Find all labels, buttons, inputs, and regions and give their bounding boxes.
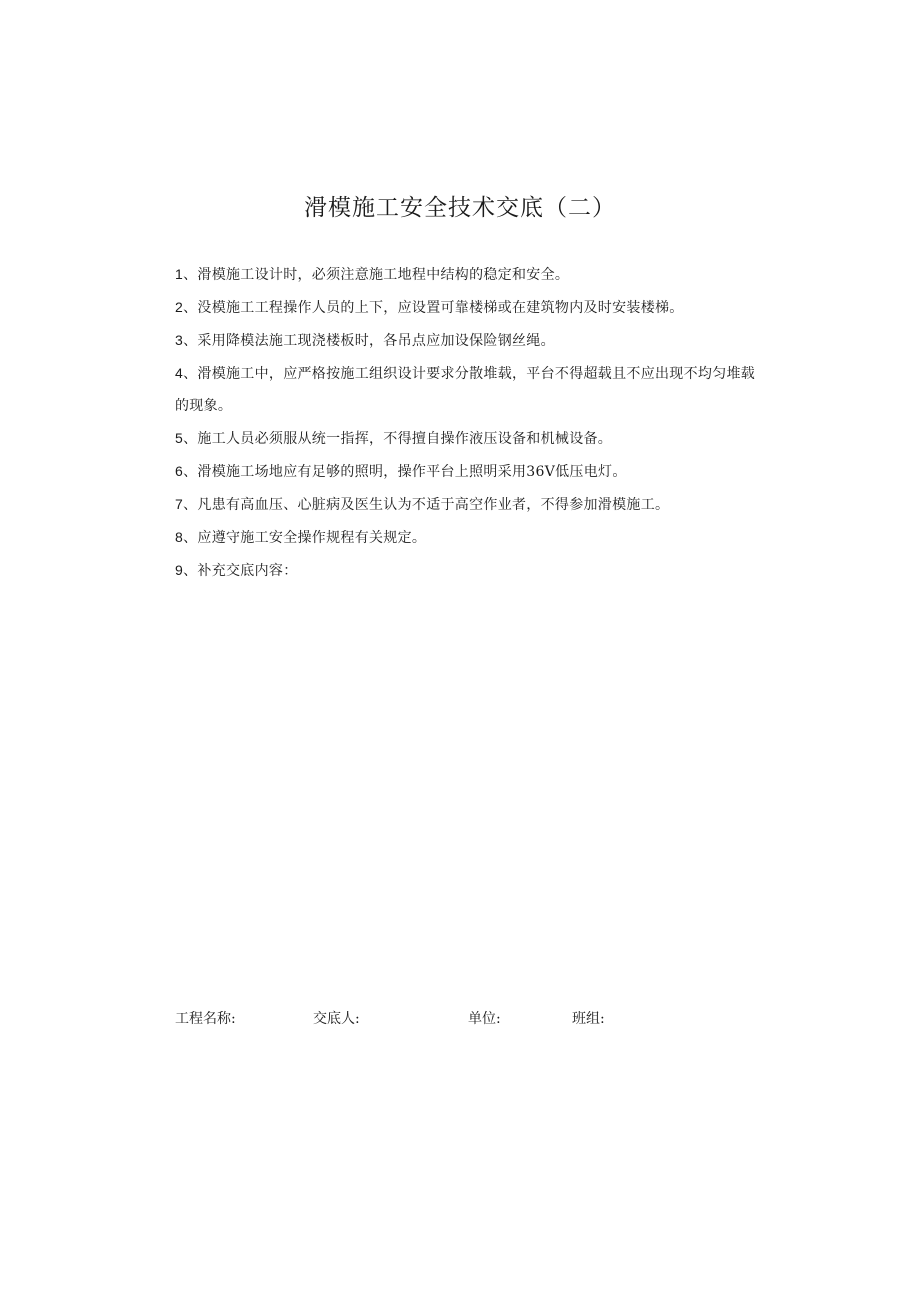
item-text: 、凡患有高血压、心脏病及医生认为不适于高空作业者，不得参加滑模施工。 — [183, 497, 670, 513]
list-item — [175, 488, 765, 521]
item-number: 7 — [175, 496, 184, 512]
list-item — [175, 455, 765, 488]
item-number: 8 — [175, 529, 184, 545]
item-text: 、滑模施工中，应严格按施工组织设计要求分散堆载，平台不得超载且不应出现不均匀堆载的现象。 — [175, 366, 756, 414]
presenter-label: 交底人: — [313, 1011, 360, 1027]
signature-footer — [175, 1008, 735, 1030]
item-number: 2 — [175, 299, 184, 315]
item-number: 1 — [175, 266, 184, 282]
list-item — [175, 324, 765, 357]
item-number: 5 — [175, 430, 184, 446]
item-text: 、补充交底内容： — [183, 563, 298, 579]
list-item — [175, 521, 765, 554]
item-text: 、滑模施工设计时，必须注意施工地程中结构的稳定和安全。 — [183, 267, 570, 283]
item-number: 3 — [175, 332, 184, 348]
item-text: 、滑模施工场地应有足够的照明，操作平台上照明采用36V低压电灯。 — [183, 464, 627, 480]
item-number: 6 — [175, 463, 184, 479]
item-number: 9 — [175, 562, 184, 578]
unit-label: 单位: — [468, 1011, 501, 1027]
item-text: 、没模施工工程操作人员的上下，应设置可靠楼梯或在建筑物内及时安装楼梯。 — [183, 300, 684, 316]
list-item — [175, 291, 765, 324]
list-item — [175, 554, 765, 587]
item-text: 、施工人员必须服从统一指挥，不得擅自操作液压设备和机械设备。 — [183, 431, 613, 447]
list-item — [175, 357, 765, 422]
item-list — [175, 258, 765, 587]
document-title: 滑模施工安全技术交底（二） — [304, 195, 616, 221]
list-item — [175, 258, 765, 291]
item-text: 、应遵守施工安全操作规程有关规定。 — [183, 530, 427, 546]
list-item — [175, 422, 765, 455]
item-number: 4 — [175, 365, 184, 381]
team-label: 班组: — [572, 1011, 605, 1027]
item-text: 、采用降模法施工现浇楼板时，各吊点应加设保险钢丝绳。 — [183, 333, 555, 349]
project-name-label: 工程名称: — [175, 1011, 236, 1027]
